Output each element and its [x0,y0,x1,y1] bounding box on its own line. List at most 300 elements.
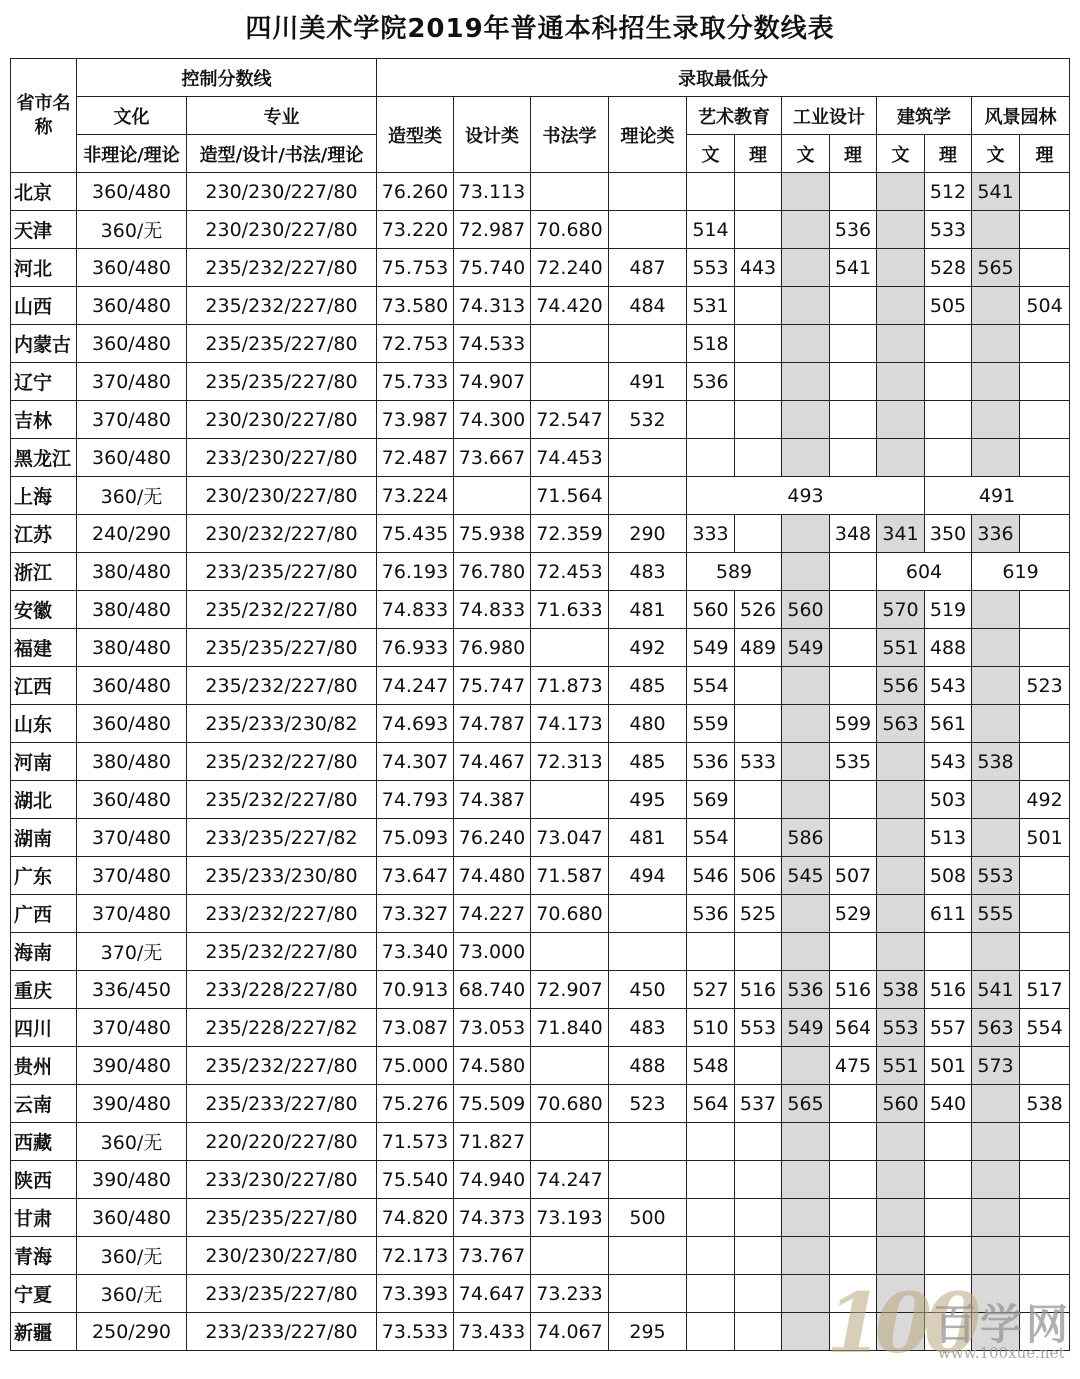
table-row [11,1161,1070,1199]
cell-zaoxing: 75.093 [377,819,454,857]
cell-zaoxing: 76.260 [377,173,454,211]
cell-jzl [925,363,972,401]
cell-culture: 390/480 [77,1047,187,1085]
cell-shufa: 70.680 [531,1085,609,1123]
cell-shufa [531,363,609,401]
cell-gyl [830,933,877,971]
cell-jzw [877,249,925,287]
cell-jzw [877,933,925,971]
table-row [11,819,1070,857]
cell-major: 233/230/227/80 [187,1161,377,1199]
province-name: 宁夏 [11,1275,77,1313]
cell-jzw: 570 [877,591,925,629]
cell-jzw [877,1161,925,1199]
cell-sheji: 74.300 [454,401,531,439]
cell-shufa: 72.547 [531,401,609,439]
cell-ysl [735,667,782,705]
cell-fjw: 541 [972,173,1020,211]
table-row [11,971,1070,1009]
cell-ysl [735,1047,782,1085]
table-row [11,1237,1070,1275]
cell-sheji: 73.000 [454,933,531,971]
cell-major: 230/232/227/80 [187,515,377,553]
cell-culture: 360/无 [77,1237,187,1275]
cell-shufa [531,1123,609,1161]
cell-zaoxing: 75.540 [377,1161,454,1199]
cell-gyw [782,1199,830,1237]
cell-ysw: 518 [687,325,735,363]
cell-gyw [782,401,830,439]
cell-shufa: 71.633 [531,591,609,629]
header-major-sub: 造型/设计/书法/理论 [187,135,377,173]
cell-jzl: 519 [925,591,972,629]
cell-zaoxing: 73.580 [377,287,454,325]
cell-ysw: 554 [687,667,735,705]
cell-ysl [735,515,782,553]
cell-jzw: 553 [877,1009,925,1047]
province-name: 天津 [11,211,77,249]
cell-sheji: 68.740 [454,971,531,1009]
cell-shufa [531,325,609,363]
cell-major: 235/235/227/80 [187,325,377,363]
cell-sheji: 74.227 [454,895,531,933]
cell-merged-art-education: 589 [687,553,782,591]
cell-fjw [972,1123,1020,1161]
cell-fjl [1020,401,1070,439]
cell-jzw [877,1237,925,1275]
cell-gyl [830,1123,877,1161]
cell-shufa: 73.233 [531,1275,609,1313]
cell-culture: 360/480 [77,249,187,287]
cell-jzw [877,287,925,325]
cell-gyw [782,325,830,363]
cell-ysw: 333 [687,515,735,553]
province-name: 甘肃 [11,1199,77,1237]
cell-ysl: 516 [735,971,782,1009]
cell-sheji: 73.113 [454,173,531,211]
cell-jzl [925,1123,972,1161]
cell-ysw [687,401,735,439]
cell-zaoxing: 72.173 [377,1237,454,1275]
cell-gyl [830,173,877,211]
cell-gyw [782,781,830,819]
cell-jzw [877,1199,925,1237]
cell-jzl: 488 [925,629,972,667]
page-title: 四川美术学院2019年普通本科招生录取分数线表 [245,14,835,44]
cell-gyw [782,173,830,211]
cell-major: 230/230/227/80 [187,477,377,515]
cell-fjl [1020,743,1070,781]
cell-zaoxing: 74.820 [377,1199,454,1237]
province-name: 福建 [11,629,77,667]
cell-sheji: 74.313 [454,287,531,325]
cell-culture: 370/480 [77,363,187,401]
cell-jzw [877,363,925,401]
cell-gyl [830,667,877,705]
header-sheji: 设计类 [454,97,531,173]
cell-jzl: 513 [925,819,972,857]
cell-shufa: 70.680 [531,211,609,249]
cell-shufa: 74.173 [531,705,609,743]
cell-shufa: 74.420 [531,287,609,325]
cell-fjw [972,287,1020,325]
cell-culture: 360/480 [77,173,187,211]
cell-fjl [1020,363,1070,401]
cell-shufa: 72.359 [531,515,609,553]
cell-sheji: 74.533 [454,325,531,363]
province-name: 上海 [11,477,77,515]
cell-major: 235/233/230/80 [187,857,377,895]
cell-zaoxing: 72.487 [377,439,454,477]
table-row [11,1123,1070,1161]
cell-lilun: 483 [609,1009,687,1047]
cell-lilun: 484 [609,287,687,325]
table-row [11,629,1070,667]
cell-culture: 390/480 [77,1161,187,1199]
cell-gyw [782,933,830,971]
cell-sheji: 74.373 [454,1199,531,1237]
cell-ysw [687,1199,735,1237]
cell-sheji: 73.433 [454,1313,531,1351]
cell-fjw [972,401,1020,439]
cell-ysl [735,439,782,477]
watermark-number: 100 [826,1276,974,1372]
cell-gyw: 549 [782,1009,830,1047]
cell-ysl: 526 [735,591,782,629]
cell-culture: 360/480 [77,1199,187,1237]
cell-ysl [735,705,782,743]
header-major: 专业 [187,97,377,135]
province-name: 黑龙江 [11,439,77,477]
cell-fjl [1020,173,1070,211]
cell-lilun [609,1275,687,1313]
cell-major: 235/232/227/80 [187,667,377,705]
cell-lilun: 492 [609,629,687,667]
cell-lilun: 495 [609,781,687,819]
cell-ysl: 537 [735,1085,782,1123]
cell-gyw [782,211,830,249]
cell-ysl [735,933,782,971]
cell-ysw: 514 [687,211,735,249]
cell-sheji: 74.647 [454,1275,531,1313]
cell-ysw: 549 [687,629,735,667]
cell-gyl [830,629,877,667]
cell-major: 235/232/227/80 [187,781,377,819]
cell-ysl: 443 [735,249,782,287]
cell-lilun [609,325,687,363]
province-name: 河南 [11,743,77,781]
cell-fjw: 565 [972,249,1020,287]
cell-fjw: 573 [972,1047,1020,1085]
table-row [11,1047,1070,1085]
cell-sheji: 74.787 [454,705,531,743]
table-row [11,591,1070,629]
cell-empty [782,553,830,591]
cell-culture: 360/480 [77,325,187,363]
cell-major: 235/232/227/80 [187,591,377,629]
cell-culture: 360/无 [77,1275,187,1313]
cell-jzl [925,325,972,363]
cell-zaoxing: 75.000 [377,1047,454,1085]
table-body [11,173,1073,1351]
cell-jzw: 538 [877,971,925,1009]
cell-zaoxing: 70.913 [377,971,454,1009]
cell-fjl [1020,249,1070,287]
table-row [11,325,1070,363]
cell-major: 235/232/227/80 [187,743,377,781]
cell-shufa: 74.453 [531,439,609,477]
cell-shufa: 72.313 [531,743,609,781]
cell-ysw: 559 [687,705,735,743]
province-name: 吉林 [11,401,77,439]
cell-jzw [877,895,925,933]
cell-gyw [782,439,830,477]
cell-fjw [972,1237,1020,1275]
table-row [11,211,1070,249]
cell-fjw [972,1161,1020,1199]
cell-lilun: 488 [609,1047,687,1085]
cell-gyl [830,819,877,857]
cell-sheji: 76.980 [454,629,531,667]
cell-ysw: 548 [687,1047,735,1085]
cell-fjw [972,211,1020,249]
cell-merged-architecture: 604 [877,553,972,591]
cell-gyl: 535 [830,743,877,781]
cell-culture: 240/290 [77,515,187,553]
cell-fjw [972,933,1020,971]
province-name: 江西 [11,667,77,705]
cell-major: 233/232/227/80 [187,895,377,933]
cell-gyw [782,1123,830,1161]
cell-jzl: 516 [925,971,972,1009]
cell-fjl: 501 [1020,819,1070,857]
cell-gyl [830,781,877,819]
cell-lilun: 532 [609,401,687,439]
cell-major: 235/235/227/80 [187,629,377,667]
cell-sheji: 76.780 [454,553,531,591]
cell-lilun: 500 [609,1199,687,1237]
cell-fjl [1020,933,1070,971]
cell-sheji: 73.667 [454,439,531,477]
cell-ysl: 533 [735,743,782,781]
table-row [11,705,1070,743]
cell-major: 235/228/227/82 [187,1009,377,1047]
cell-fjl [1020,1161,1070,1199]
cell-fjl [1020,1123,1070,1161]
cell-fjw: 336 [972,515,1020,553]
cell-gyl [830,363,877,401]
cell-ysw: 536 [687,895,735,933]
cell-lilun: 481 [609,591,687,629]
province-name: 湖北 [11,781,77,819]
cell-shufa: 72.240 [531,249,609,287]
cell-zaoxing: 74.693 [377,705,454,743]
cell-fjl [1020,325,1070,363]
cell-fjl [1020,1237,1070,1275]
cell-fjl [1020,1199,1070,1237]
table-row [11,1085,1070,1123]
cell-lilun: 290 [609,515,687,553]
cell-jzw: 563 [877,705,925,743]
cell-sheji: 75.938 [454,515,531,553]
header-li: 理 [735,135,782,173]
header-province: 省市名称 [11,59,77,173]
cell-fjw [972,781,1020,819]
cell-zaoxing: 74.833 [377,591,454,629]
province-name: 广西 [11,895,77,933]
cell-fjw: 563 [972,1009,1020,1047]
cell-gyw: 586 [782,819,830,857]
cell-culture: 380/480 [77,553,187,591]
cell-lilun: 523 [609,1085,687,1123]
cell-culture: 370/480 [77,857,187,895]
province-name: 辽宁 [11,363,77,401]
cell-fjw [972,439,1020,477]
header-culture-sub: 非理论/理论 [77,135,187,173]
cell-lilun [609,477,687,515]
cell-ysw: 536 [687,363,735,401]
cell-gyw: 536 [782,971,830,1009]
cell-ysw: 553 [687,249,735,287]
cell-fjl [1020,1047,1070,1085]
cell-culture: 250/290 [77,1313,187,1351]
cell-zaoxing: 73.327 [377,895,454,933]
cell-ysw [687,439,735,477]
cell-jzw: 560 [877,1085,925,1123]
cell-jzl: 528 [925,249,972,287]
cell-culture: 360/480 [77,287,187,325]
cell-lilun: 491 [609,363,687,401]
cell-zaoxing: 74.247 [377,667,454,705]
cell-shufa: 70.680 [531,895,609,933]
cell-sheji: 74.580 [454,1047,531,1085]
cell-jzw [877,819,925,857]
cell-culture: 370/480 [77,1009,187,1047]
cell-ysl [735,287,782,325]
cell-jzw [877,211,925,249]
cell-zaoxing: 72.753 [377,325,454,363]
watermark-site-name: 百学网 [934,1300,1073,1349]
cell-gyw: 560 [782,591,830,629]
cell-jzl: 512 [925,173,972,211]
cell-culture: 360/480 [77,439,187,477]
cell-ysw: 536 [687,743,735,781]
cell-major: 230/230/227/80 [187,173,377,211]
table-row [11,249,1070,287]
cell-zaoxing: 75.753 [377,249,454,287]
cell-fjw [972,1199,1020,1237]
cell-culture: 360/480 [77,705,187,743]
header-control-line: 控制分数线 [77,59,377,97]
cell-lilun: 485 [609,743,687,781]
cell-major: 235/235/227/80 [187,363,377,401]
cell-major: 233/233/227/80 [187,1313,377,1351]
cell-jzl: 543 [925,667,972,705]
cell-jzl [925,933,972,971]
province-name: 四川 [11,1009,77,1047]
cell-fjw: 538 [972,743,1020,781]
cell-gyw [782,515,830,553]
cell-zaoxing: 71.573 [377,1123,454,1161]
province-name: 西藏 [11,1123,77,1161]
cell-major: 235/232/227/80 [187,933,377,971]
cell-fjl [1020,439,1070,477]
cell-gyl: 348 [830,515,877,553]
cell-merged-landscape: 619 [972,553,1070,591]
watermark-url: www.100xue.net [938,1344,1065,1362]
cell-ysl [735,325,782,363]
cell-sheji: 73.053 [454,1009,531,1047]
cell-fjl [1020,515,1070,553]
cell-gyl [830,325,877,363]
header-industrial-design: 工业设计 [782,97,877,135]
cell-ysw [687,1313,735,1351]
cell-major: 233/235/227/80 [187,553,377,591]
cell-jzw: 551 [877,629,925,667]
cell-ysw: 569 [687,781,735,819]
cell-zaoxing: 73.224 [377,477,454,515]
header-zaoxing: 造型类 [377,97,454,173]
cell-fjl: 523 [1020,667,1070,705]
cell-gyl: 564 [830,1009,877,1047]
cell-empty [830,553,877,591]
cell-lilun [609,1161,687,1199]
cell-jzl: 611 [925,895,972,933]
cell-gyw [782,705,830,743]
cell-jzw [877,781,925,819]
cell-sheji: 74.940 [454,1161,531,1199]
cell-fjw [972,1085,1020,1123]
cell-ysl [735,1313,782,1351]
cell-major: 235/235/227/80 [187,1199,377,1237]
cell-gyl [830,1237,877,1275]
cell-ysl [735,211,782,249]
header-li: 理 [925,135,972,173]
cell-gyw [782,1313,830,1351]
cell-lilun [609,173,687,211]
cell-gyl: 541 [830,249,877,287]
cell-major: 233/230/227/80 [187,439,377,477]
cell-gyw [782,1275,830,1313]
cell-ysl: 525 [735,895,782,933]
cell-gyl: 475 [830,1047,877,1085]
province-name: 山东 [11,705,77,743]
cell-shufa: 71.840 [531,1009,609,1047]
cell-zaoxing: 73.220 [377,211,454,249]
cell-shufa: 74.247 [531,1161,609,1199]
cell-jzl: 533 [925,211,972,249]
cell-gyw [782,287,830,325]
cell-gyl [830,1085,877,1123]
cell-culture: 370/无 [77,933,187,971]
province-name: 北京 [11,173,77,211]
cell-jzw [877,439,925,477]
cell-jzw: 551 [877,1047,925,1085]
table-row [11,363,1070,401]
cell-sheji: 74.833 [454,591,531,629]
province-name: 青海 [11,1237,77,1275]
cell-zaoxing: 74.793 [377,781,454,819]
cell-gyw [782,667,830,705]
header-culture: 文化 [77,97,187,135]
cell-jzl [925,439,972,477]
cell-culture: 360/480 [77,667,187,705]
cell-fjl: 554 [1020,1009,1070,1047]
cell-lilun: 450 [609,971,687,1009]
header-art-education: 艺术教育 [687,97,782,135]
cell-ysw: 554 [687,819,735,857]
cell-ysl [735,401,782,439]
